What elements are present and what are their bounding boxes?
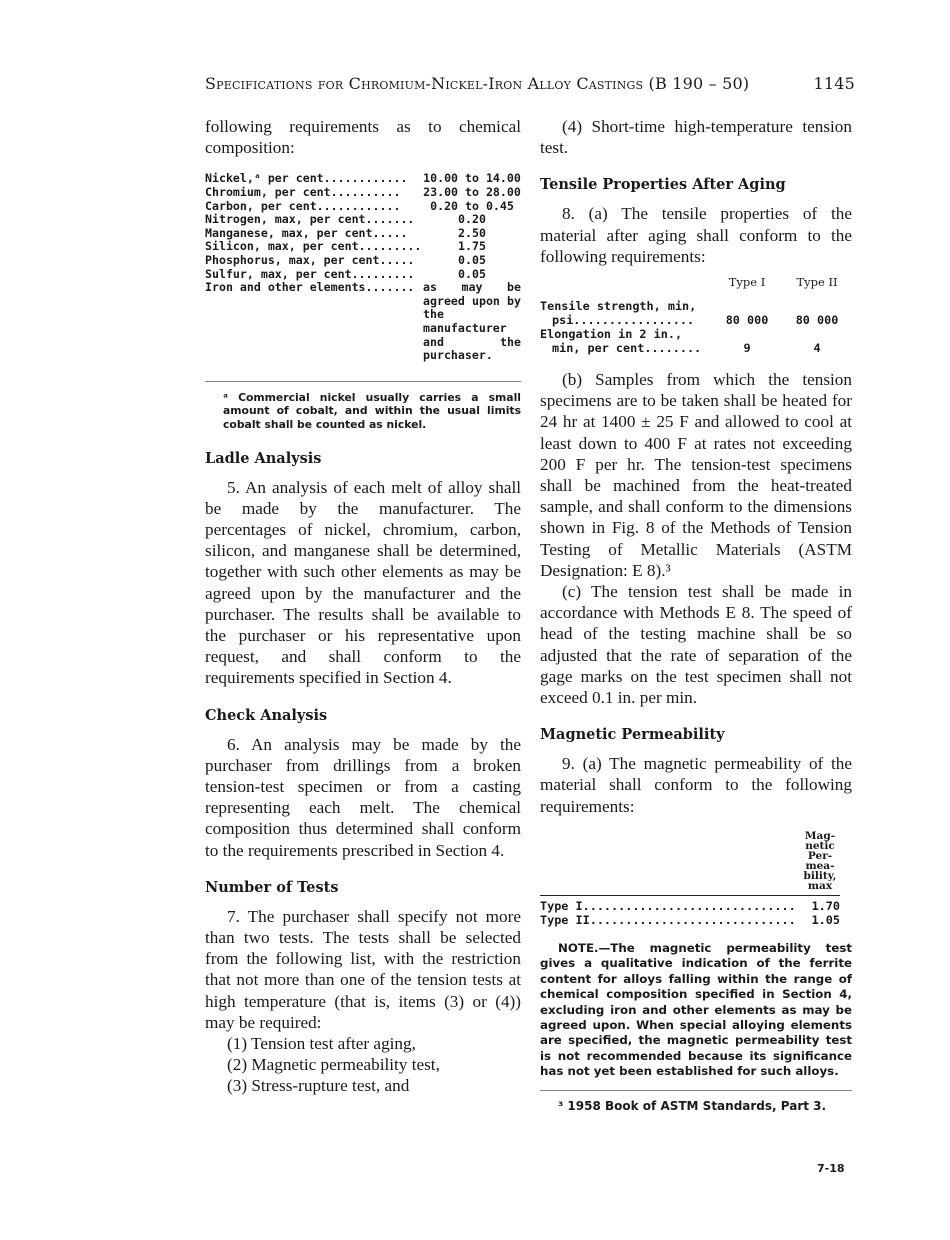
type1-value: 80 000 — [725, 313, 769, 328]
column-header: Type I — [728, 275, 766, 290]
table-row — [205, 227, 521, 241]
item-4: (4) Short-time high-temperature tension test. — [540, 117, 852, 158]
element-value: 0.20 — [458, 212, 486, 227]
para-b: (b) Samples from which the tension specimens are to be taken shall be heated for 24 hr at 1400 ± 25 F and allowed to cool at least down to 400 F at rates not exceeding 200 F per hr. The tension-test specimens shall be machined from the heat-treated sample, and shall conform to the dimensions shown in Fig. 8 of the Methods of Tension Testing of Metallic Materials (ASTM Designation: E 8).³ — [540, 370, 852, 580]
element-name: Chromium, per cent.......... — [205, 185, 401, 199]
column-header: Type II — [796, 275, 838, 290]
header-line: Per- — [807, 849, 833, 862]
right-column — [540, 116, 852, 1113]
element-name: Manganese, max, per cent..... — [205, 225, 408, 240]
row-value: 1.05 — [811, 912, 840, 927]
table-row — [205, 254, 521, 268]
row-label: min, per cent........ — [552, 341, 702, 356]
element-value: 0.05 — [458, 252, 486, 267]
footnote-a — [205, 381, 521, 432]
element-name: Silicon, max, per cent......... — [205, 239, 422, 254]
element-value: 2.50 — [458, 225, 486, 240]
table-row — [540, 913, 840, 927]
row-label: Elongation in 2 in., — [540, 327, 683, 342]
tensile-text: 8. (a) The tensile properties of the material after aging shall conform to the following requirements: — [540, 204, 852, 266]
tests-heading: Number of Tests — [205, 878, 339, 896]
ladle-heading: Ladle Analysis — [205, 449, 322, 467]
row-value: 1.70 — [811, 898, 840, 913]
table-row — [205, 281, 521, 363]
table-row — [540, 895, 840, 913]
header-line: max — [807, 879, 833, 892]
composition-intro: following requirements as to chemical composition: — [205, 117, 521, 158]
tensile-heading: Tensile Properties After Aging — [540, 176, 786, 194]
tensile-table — [540, 275, 852, 355]
list-item: (1) Tension test after aging, — [227, 1033, 416, 1053]
element-name: Nitrogen, max, per cent....... — [205, 212, 415, 227]
type2-value: 80 000 — [795, 313, 839, 328]
table-row — [540, 327, 852, 355]
magnetic-text: 9. (a) The magnetic permeability of the material shall conform to the following requirements: — [540, 754, 852, 816]
header-title: Specifications for Chromium-Nickel-Iron Alloy Castings (B 190 – 50) — [205, 74, 750, 93]
element-value: 1.75 — [458, 239, 486, 254]
element-value: as may be agreed upon by the manufacturer and the purchaser. — [423, 280, 521, 363]
table-row — [205, 268, 521, 282]
element-name: Iron and other elements....... — [205, 280, 415, 295]
running-header — [205, 74, 855, 93]
table-row — [205, 186, 521, 200]
column-header — [800, 831, 840, 896]
element-name: Nickel,ᵃ per cent............ — [205, 171, 408, 186]
row-label: psi................. — [552, 313, 695, 328]
table-row — [205, 213, 521, 227]
list-item: (2) Magnetic permeability test, — [227, 1055, 440, 1075]
header-line: netic — [805, 839, 835, 852]
header-line: mea- — [805, 859, 835, 872]
table-row — [205, 200, 521, 214]
footnote-3: ³ 1958 Book of ASTM Standards, Part 3. — [540, 1090, 852, 1113]
list-item: (3) Stress-rupture test, and — [227, 1076, 410, 1096]
table-row — [205, 240, 521, 254]
composition-table — [205, 172, 521, 362]
magnetic-note: NOTE.—The magnetic permeability test gives a qualitative indication of the ferrite content for alloys falling within the range of chemical composition specified in Section 4, excluding iron and other elements as may be agreed upon. When special alloying elements are specified, the magnetic permeability test is not recommended because its significance has not yet been established for such alloys. — [540, 940, 852, 1079]
page-number: 1145 — [813, 74, 855, 93]
element-value: 0.05 — [458, 266, 486, 281]
left-column — [205, 116, 521, 1097]
ladle-text: 5. An analysis of each melt of alloy shall be made by the manufacturer. The percentages of nickel, chromium, carbon, silicon, and manganese shall be determined, together with such other elements as may be agreed upon by the manufacturer and the purchaser. The results shall be available to the purchaser or his representative upon request, and shall conform to the requirements specified in Section 4. — [205, 477, 521, 688]
header-line: bility, — [803, 869, 837, 882]
type1-value: 9 — [743, 341, 751, 356]
footnote-text: ᵃ Commercial nickel usually carries a small amount of cobalt, and within the usual limits cobalt shall be counted as nickel. — [223, 390, 521, 431]
tests-text: 7. The purchaser shall specify not more than two tests. The tests shall be selected from the following list, with the restriction that not more than one of the tension tests at high temperature (that is, items (3) or (4)) may be required: — [205, 906, 521, 1032]
element-name: Phosphorus, max, per cent..... — [205, 252, 415, 267]
element-value: 10.00 to 14.00 — [423, 171, 521, 186]
table-row — [540, 299, 852, 327]
test-items — [205, 1033, 521, 1097]
type2-value: 4 — [813, 341, 821, 356]
check-heading: Check Analysis — [205, 706, 328, 724]
check-text: 6. An analysis may be made by the purchaser from drillings from a broken tension-test specimen or from a casting representing each melt. The chemical composition thus determined shall conform to the requirements prescribed in Section 4. — [205, 734, 521, 860]
row-label: Type II............................. — [540, 912, 796, 927]
magnetic-heading: Magnetic Permeability — [540, 726, 725, 744]
row-label: Tensile strength, min, — [540, 299, 697, 314]
magnetic-table — [540, 831, 840, 927]
para-c: (c) The tension test shall be made in accordance with Methods E 8. The speed of head of the testing machine shall be so adjusted that the rate of separation of the gage marks on the test specimen shall not exceed 0.1 in. per min. — [540, 582, 852, 708]
element-value: 0.20 to 0.45 — [430, 198, 514, 213]
row-label: Type I.............................. — [540, 898, 796, 913]
table-row — [205, 172, 521, 186]
element-value: 23.00 to 28.00 — [423, 185, 521, 199]
element-name: Carbon, per cent............ — [205, 198, 401, 213]
page-code: 7-18 — [817, 1162, 845, 1175]
header-line: Mag- — [804, 829, 836, 842]
element-name: Sulfur, max, per cent......... — [205, 266, 415, 281]
